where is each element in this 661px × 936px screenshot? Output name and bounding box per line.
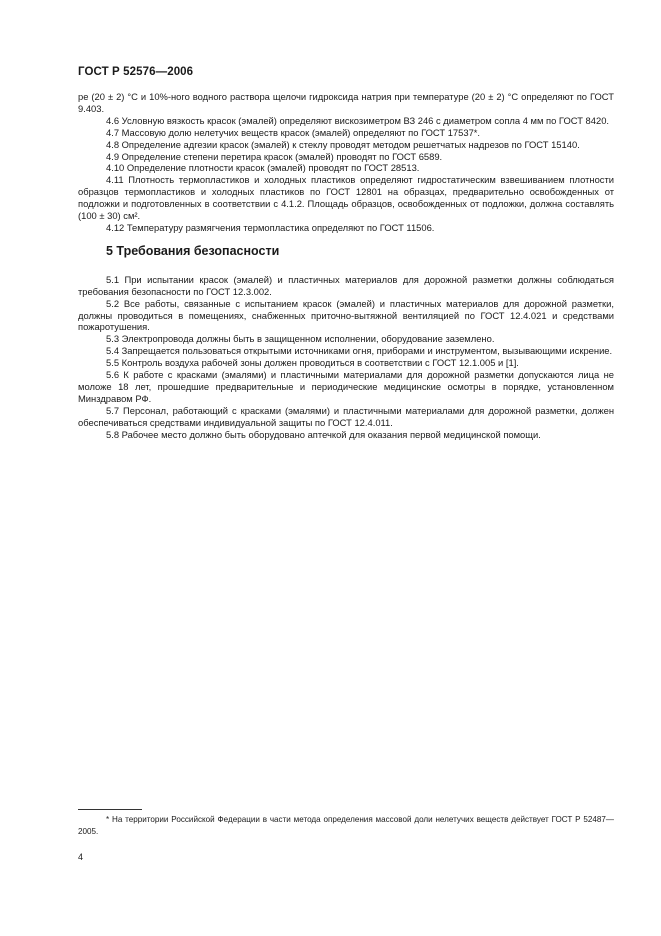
page-number: 4 [78, 852, 84, 862]
paragraph-4-8: 4.8 Определение адгезии красок (эмалей) к стеклу проводят методом решетчатых надрезов по ГОСТ 15140. [106, 138, 580, 150]
paragraph-5-4: 5.4 Запрещается пользоваться открытыми источниками огня, приборами и инструментом, вызывающими искрение. [106, 345, 613, 357]
paragraph-4-10: 4.10 Определение плотности красок (эмалей) проводят по ГОСТ 28513. [106, 162, 420, 174]
paragraph-4-6: 4.6 Условную вязкость красок (эмалей) определяют вискозиметром ВЗ 246 с диаметром сопла 4 мм по ГОСТ 8420. [106, 114, 610, 126]
paragraph-5-8: 5.8 Рабочее место должно быть оборудовано аптечкой для оказания первой медицинской помощи. [106, 428, 541, 440]
paragraph-4-11: 4.11 Плотность термопластиков и холодных пластиков определяют гидростатическим взвешиванием плотности образцов термопластиков и холодных пластиков по ГОСТ 12801 на образцах, предварительно освобожденных от подложки и подготовленных в соответствии с 4.1.2. Площадь образцов, освобожденных от подложки, должна составлять (100 ± 30) см². [78, 174, 614, 222]
section-heading: 5 Требования безопасности [106, 243, 280, 258]
document-body [78, 91, 614, 440]
paragraph-4-7: 4.7 Массовую долю нелетучих веществ красок (эмалей) определяют по ГОСТ 17537*. [106, 126, 481, 138]
paragraph-5-5: 5.5 Контроль воздуха рабочей зоны должен проводиться в соответствии с ГОСТ 12.1.005 и [1]. [106, 357, 519, 369]
paragraph-5-2: 5.2 Все работы, связанные с испытанием красок (эмалей) и пластичных материалов для дорожной разметки, должны проводиться в помещениях, снабженных приточно-вытяжной вентиляцией по ГОСТ 12.4.021 и средствами пожаротушения. [78, 297, 614, 333]
paragraph-5-1: 5.1 При испытании красок (эмалей) и пластичных материалов для дорожной разметки должны соблюдаться требования безопасности по ГОСТ 12.3.002. [78, 273, 614, 297]
paragraph-5-7: 5.7 Персонал, работающий с красками (эмалями) и пластичными материалами для дорожной разметки, должен обеспечиваться средствами индивидуальной защиты по ГОСТ 12.4.011. [78, 404, 614, 428]
document-header: ГОСТ Р 52576—2006 [78, 66, 194, 78]
paragraph-continuation: ре (20 ± 2) °С и 10%-ного водного раствора щелочи гидроксида натрия при температуре (20 ± 2) °С определяют по ГОСТ 9.403. [78, 91, 614, 114]
footnote: * На территории Российской Федерации в части метода определения массовой доли нелетучих веществ действует ГОСТ Р 52487—2005. [78, 815, 614, 836]
paragraph-4-12: 4.12 Температуру размягчения термопластика определяют по ГОСТ 11506. [106, 221, 435, 233]
footnote-divider [78, 809, 142, 810]
paragraph-5-6: 5.6 К работе с красками (эмалями) и пластичными материалами для дорожной разметки допускаются лица не моложе 18 лет, прошедшие предварительные и периодические медицинские осмотры в порядке, установленном Минздравом РФ. [78, 369, 614, 404]
paragraph-5-3: 5.3 Электропровода должны быть в защищенном исполнении, оборудование заземлено. [106, 333, 495, 345]
paragraph-4-9: 4.9 Определение степени перетира красок (эмалей) проводят по ГОСТ 6589. [106, 150, 443, 162]
